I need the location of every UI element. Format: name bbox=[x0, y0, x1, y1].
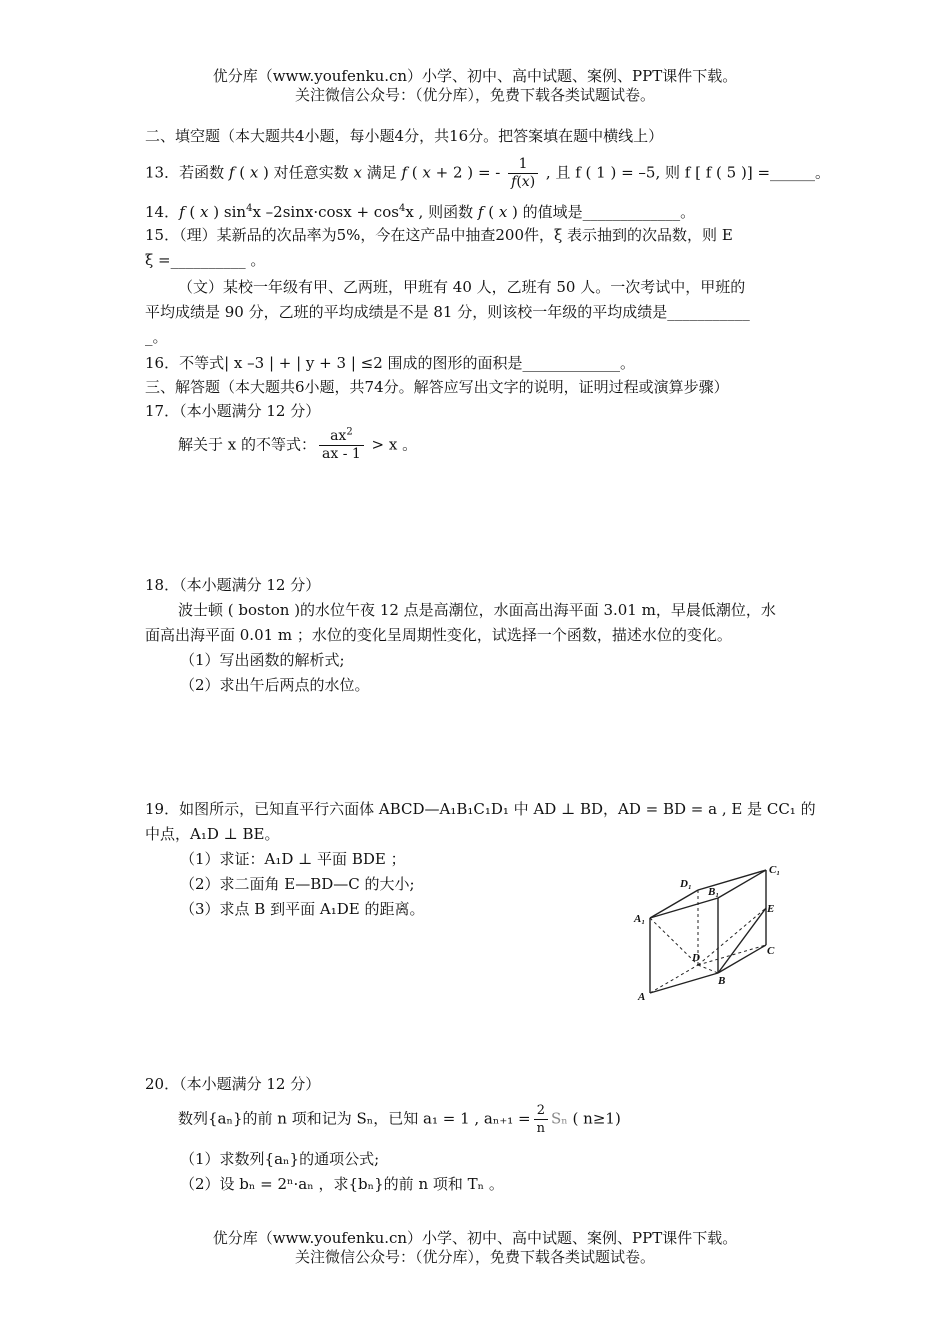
q14-sin: sin bbox=[219, 203, 247, 221]
q13-lead: 13．若函数 bbox=[145, 163, 229, 182]
footer-line-2: 关注微信公众号：（优分库），免费下载各类试题试卷。 bbox=[294, 1248, 655, 1266]
question-20-body bbox=[178, 1102, 621, 1137]
q17-lead: 解关于 x 的不等式： bbox=[178, 435, 316, 454]
section-2-title: 二、填空题（本大题共4小题，每小题4分，共16分。把答案填在题中横线上） bbox=[145, 127, 664, 145]
q20-tail: ( n≥1) bbox=[567, 1109, 621, 1128]
question-15-wen-2: 平均成绩是 90 分，乙班的平均成绩是不是 81 分，则该校一年级的平均成绩是___________ bbox=[145, 303, 750, 321]
label-b1: B₁ bbox=[708, 886, 720, 898]
edge-a-b bbox=[650, 973, 718, 993]
question-14: 14．f ( x ) $\sin^4x$ $-2\sin x\cdot\cos x + \cos^4x$ , 则函数 f ( x ) 的值域是_____________。 bbox=[145, 203, 696, 221]
label-b: B bbox=[718, 975, 726, 987]
question-19-body-1: 19．如图所示，已知直平行六面体 ABCD—A₁B₁C₁D₁ 中 AD ⊥ BD，AD = BD = a , E 是 CC₁ 的 bbox=[145, 800, 816, 818]
question-19-part-1: （1）求证：A₁D ⊥ 平面 BDE ； bbox=[180, 850, 406, 868]
q20-lead: 数列{aₙ}的前 n 项和记为 Sₙ，已知 a₁ = 1 , aₙ₊₁ = bbox=[178, 1109, 531, 1128]
question-19-body-2: 中点，A₁D ⊥ BE。 bbox=[145, 825, 280, 843]
question-16: 16．不等式| x –3 | + | y + 3 | ≤2 围成的图形的面积是_____________。 bbox=[145, 354, 636, 372]
q20-frac-num: 2 bbox=[536, 1103, 545, 1118]
label-c: C bbox=[767, 945, 775, 957]
question-18-body-2: 面高出海平面 0.01 m ；水位的变化呈周期性变化，试选择一个函数，描述水位的变化。 bbox=[145, 626, 732, 644]
segment-d-e bbox=[698, 908, 766, 965]
label-a1: A₁ bbox=[634, 913, 646, 925]
segment-a1-d bbox=[650, 918, 698, 965]
section-3-title: 三、解答题（本大题共6小题，共74分。解答应写出文字的说明，证明过程或演算步骤） bbox=[145, 378, 729, 396]
q20-frac-den: n bbox=[534, 1119, 548, 1137]
question-18-body-1: 波士顿 ( boston )的水位午夜 12 点是高潮位，水面高出海平面 3.01 m，早晨低潮位，水 bbox=[178, 601, 776, 619]
q13-fraction: $\frac{1}{f(x)}$ bbox=[508, 156, 538, 191]
question-15-line-1: 15．（理）某新品的次品率为5%，今在这产品中抽查200件，ξ 表示抽到的次品数，则 E bbox=[145, 226, 733, 244]
q13-mid1: 对任意实数 bbox=[268, 163, 354, 182]
header-line-1: 优分库（www.youfenku.cn）小学、初中、高中试题、案例、PPT课件下载。 bbox=[212, 67, 738, 85]
page-footer bbox=[0, 1229, 950, 1267]
parallelepiped-diagram bbox=[630, 860, 790, 1010]
edge-a1-d1 bbox=[650, 890, 698, 918]
q13-frac-num: 1 bbox=[518, 156, 528, 172]
q14-tail: 的值域是_____________。 bbox=[517, 203, 696, 221]
q17-tail: > x 。 bbox=[366, 435, 418, 454]
segment-b-e bbox=[718, 908, 766, 973]
q13-tail: , 且 f ( 1 ) = –5, 则 f [ f ( 5 )] =______。 bbox=[541, 163, 831, 182]
q13-mid2: 满足 bbox=[361, 163, 402, 182]
segment-d-b bbox=[698, 965, 718, 973]
label-d1: D₁ bbox=[680, 878, 692, 890]
edge-a1-b1 bbox=[650, 898, 718, 918]
page-header bbox=[0, 67, 950, 105]
q17-fraction: $\frac{ax^2}{ax - 1}$ bbox=[319, 428, 364, 463]
header-line-2: 关注微信公众号：（优分库），免费下载各类试题试卷。 bbox=[294, 86, 655, 104]
q14-mid: x –2sinx·cosx + cos bbox=[252, 203, 399, 221]
q17-den: ax - 1 bbox=[319, 445, 364, 463]
label-d: D bbox=[692, 952, 700, 964]
question-18-part-1: （1）写出函数的解析式; bbox=[180, 651, 345, 669]
edge-a-d bbox=[650, 965, 698, 993]
question-15-line-2: ξ =__________ 。 bbox=[145, 251, 266, 269]
question-15-wen-1: （文）某校一年级有甲、乙两班，甲班有 40 人，乙班有 50 人。一次考试中，甲班的 bbox=[178, 278, 746, 296]
edge-b1-c1 bbox=[718, 870, 766, 898]
question-18-part-2: （2）求出午后两点的水位。 bbox=[180, 676, 370, 694]
q14-func: x , 则函数 bbox=[405, 203, 478, 221]
q13-eq: = - bbox=[473, 163, 506, 182]
label-e: E bbox=[767, 903, 775, 915]
label-c1: C₁ bbox=[769, 864, 781, 876]
q17-num: ax bbox=[330, 428, 347, 444]
question-20-head: 20．（本小题满分 12 分） bbox=[145, 1075, 321, 1093]
q20-sn: Sₙ bbox=[551, 1109, 568, 1128]
question-18-head: 18．（本小题满分 12 分） bbox=[145, 576, 321, 594]
edge-b-c bbox=[718, 945, 766, 973]
question-20-part-1: （1）求数列{aₙ}的通项公式; bbox=[180, 1150, 380, 1168]
question-19-part-3: （3）求点 B 到平面 A₁DE 的距离。 bbox=[180, 900, 425, 918]
question-15-wen-3: _。 bbox=[145, 328, 168, 346]
q20-fraction bbox=[534, 1102, 548, 1137]
question-17-body bbox=[178, 428, 417, 463]
q14-num: 14． bbox=[145, 203, 180, 221]
question-13: 13．若函数 f ( x ) 对任意实数 x 满足 f ( x + 2 ) = - $\frac{1}{f(x)}$ , 且 f ( 1 ) = –5, 则 f [ f ( 5 )] =______。 bbox=[145, 156, 831, 190]
label-a: A bbox=[638, 991, 646, 1003]
question-17-head: 17．（本小题满分 12 分） bbox=[145, 402, 321, 420]
question-20-part-2: （2）设 bₙ = 2ⁿ·aₙ ，求{bₙ}的前 n 项和 Tₙ 。 bbox=[180, 1175, 504, 1193]
question-19-part-2: （2）求二面角 E—BD—C 的大小; bbox=[180, 875, 415, 893]
footer-line-1: 优分库（www.youfenku.cn）小学、初中、高中试题、案例、PPT课件下载。 bbox=[212, 1229, 738, 1247]
